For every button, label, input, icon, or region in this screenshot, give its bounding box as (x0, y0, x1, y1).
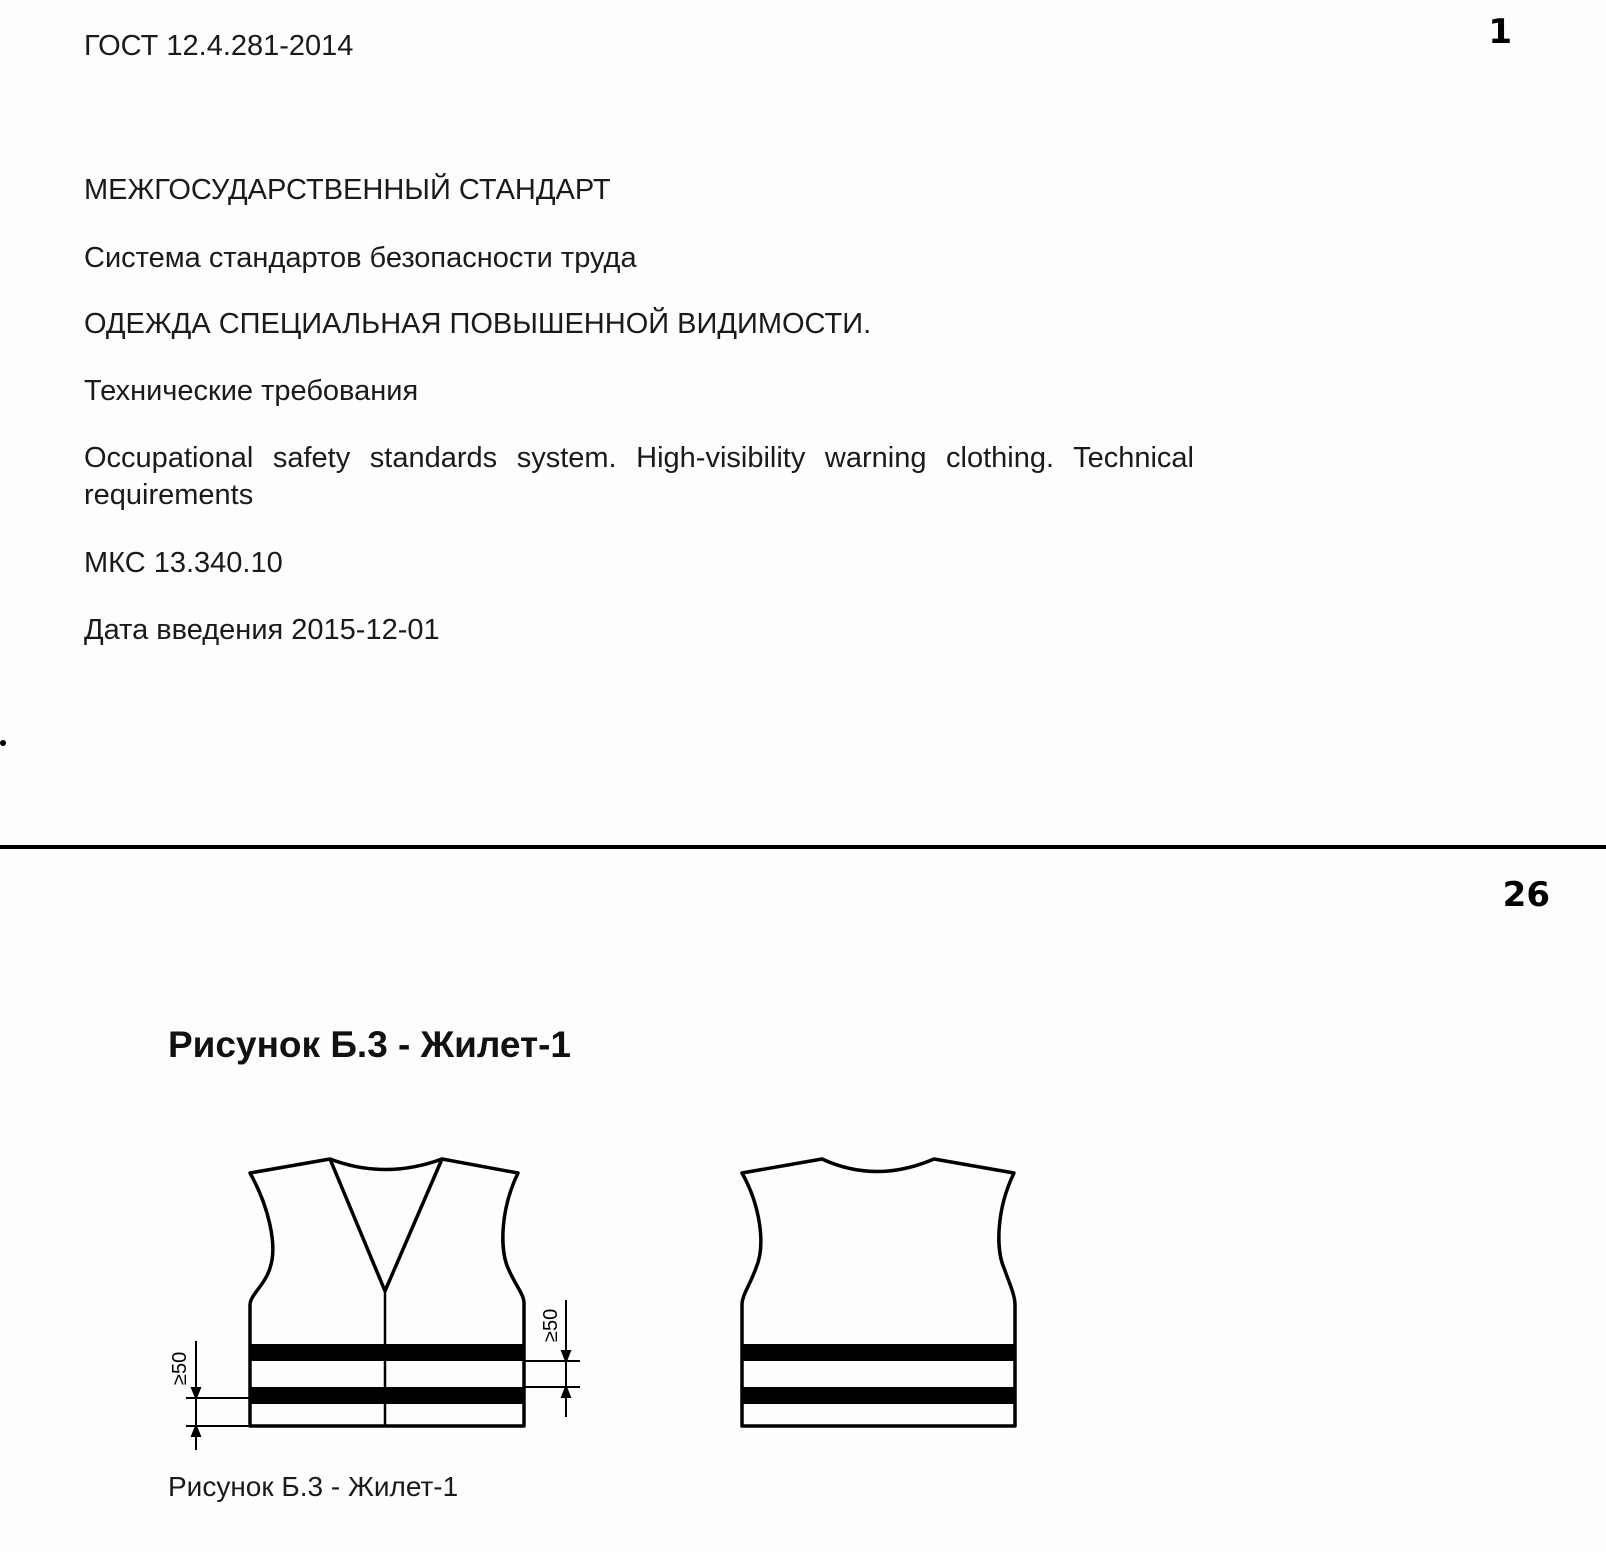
page-separator (0, 845, 1606, 849)
mks-code: МКС 13.340.10 (84, 547, 283, 579)
figure-title: Рисунок Б.3 - Жилет-1 (168, 1024, 571, 1065)
standard-type: МЕЖГОСУДАРСТВЕННЫЙ СТАНДАРТ (84, 174, 611, 206)
standard-system: Система стандартов безопасности труда (84, 242, 637, 274)
english-title: Occupational safety standards system. High-visibility warning clothing. Technical requirements (84, 442, 1194, 511)
document-title: ОДЕЖДА СПЕЦИАЛЬНАЯ ПОВЫШЕННОЙ ВИДИМОСТИ. (84, 308, 872, 340)
introduction-date: Дата введения 2015-12-01 (84, 614, 440, 646)
document-subtitle: Технические требования (84, 375, 419, 407)
figure-caption: Рисунок Б.3 - Жилет-1 (168, 1471, 459, 1502)
document-page-26 (0, 853, 1606, 1552)
document-code: ГОСТ 12.4.281-2014 (84, 30, 354, 62)
page-number: 1 (1488, 12, 1512, 52)
page-number: 26 (1502, 875, 1550, 915)
stray-dot (0, 740, 6, 746)
right-dimension-label: ≥50 (540, 1308, 562, 1342)
left-dimension-label: ≥50 (169, 1351, 191, 1385)
